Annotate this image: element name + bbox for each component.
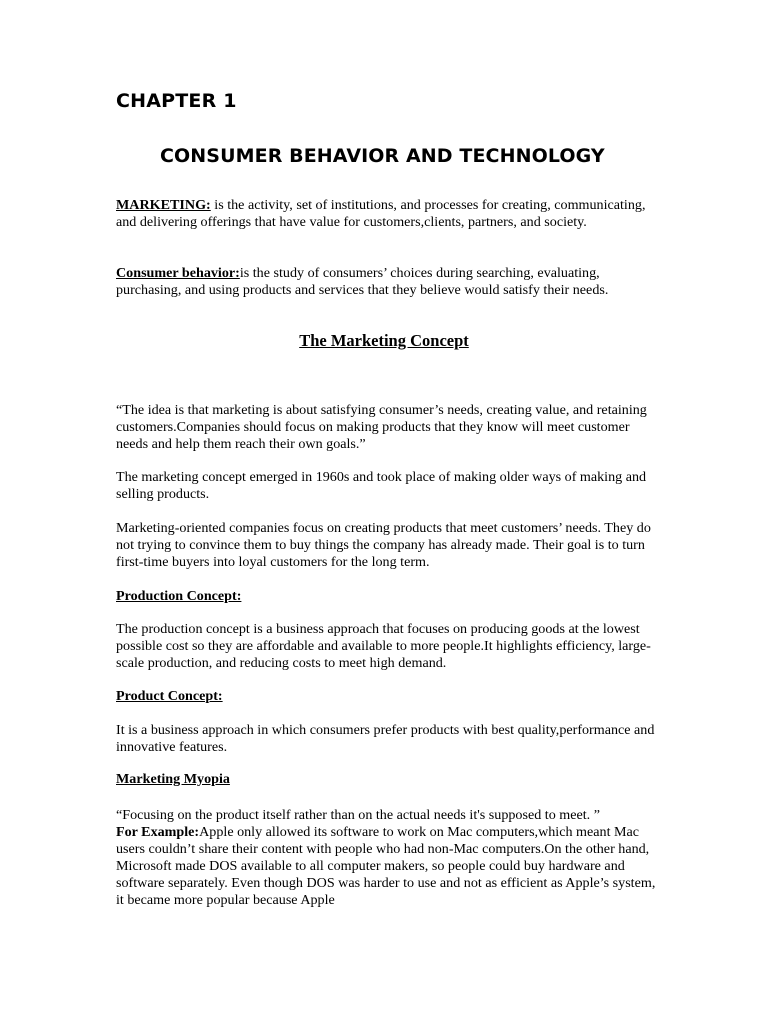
- marketing-concept-paragraph-1: The marketing concept emerged in 1960s and took place of making older ways of making and selling products.: [116, 469, 647, 502]
- marketing-definition-text: is the activity, set of institutions, and processes for creating, communicating, and delivering offerings that have value for customers,clients, partners, and society.: [116, 197, 646, 230]
- marketing-concept-quote: “The idea is that marketing is about satisfying consumer’s needs, creating value, and retaining customers.Companies should focus on making products that they know will meet customer needs and help them reach their own goals.”: [116, 402, 647, 452]
- marketing-term: MARKETING:: [116, 197, 211, 213]
- product-concept-heading: Product Concept:: [116, 688, 223, 704]
- marketing-myopia-heading: Marketing Myopia: [116, 771, 230, 787]
- example-text: Apple only allowed its software to work on Mac computers,which meant Mac users couldn’t share their content with people who had non-Mac computers.On the other hand, Microsoft made DOS available to all computer makers, so people could buy hardware and software separately. Even though DOS was harder to use and not as efficient as Apple’s system, it became more popular because Apple: [116, 824, 656, 908]
- production-concept-text: The production concept is a business approach that focuses on producing goods at the lowest possible cost so they are affordable and available to more people.It highlights efficiency, large-scale production, and reducing costs to meet high demand.: [116, 621, 651, 671]
- marketing-definition: [116, 197, 656, 231]
- chapter-title: CONSUMER BEHAVIOR AND TECHNOLOGY: [160, 145, 605, 167]
- example-label: For Example:: [116, 824, 200, 840]
- consumer-behavior-definition-text: is the study of consumers’ choices during searching, evaluating, purchasing, and using products and services that they believe would satisfy their needs.: [116, 265, 609, 298]
- marketing-concept-heading: The Marketing Concept: [299, 331, 469, 350]
- marketing-myopia-example: [116, 824, 656, 909]
- product-concept-text: It is a business approach in which consumers prefer products with best quality,performance and innovative features.: [116, 722, 655, 755]
- production-concept-heading: Production Concept:: [116, 588, 242, 604]
- chapter-label: CHAPTER 1: [116, 90, 237, 112]
- consumer-behavior-definition: [116, 265, 656, 299]
- consumer-behavior-term: Consumer behavior:: [116, 265, 240, 281]
- marketing-concept-paragraph-2: Marketing-oriented companies focus on creating products that meet customers’ needs. They do not trying to convince them to buy things the company has already made. Their goal is to turn first-time buyers into loyal customers for the long term.: [116, 520, 651, 570]
- marketing-myopia-quote: “Focusing on the product itself rather than on the actual needs it's supposed to meet. ”: [116, 807, 600, 823]
